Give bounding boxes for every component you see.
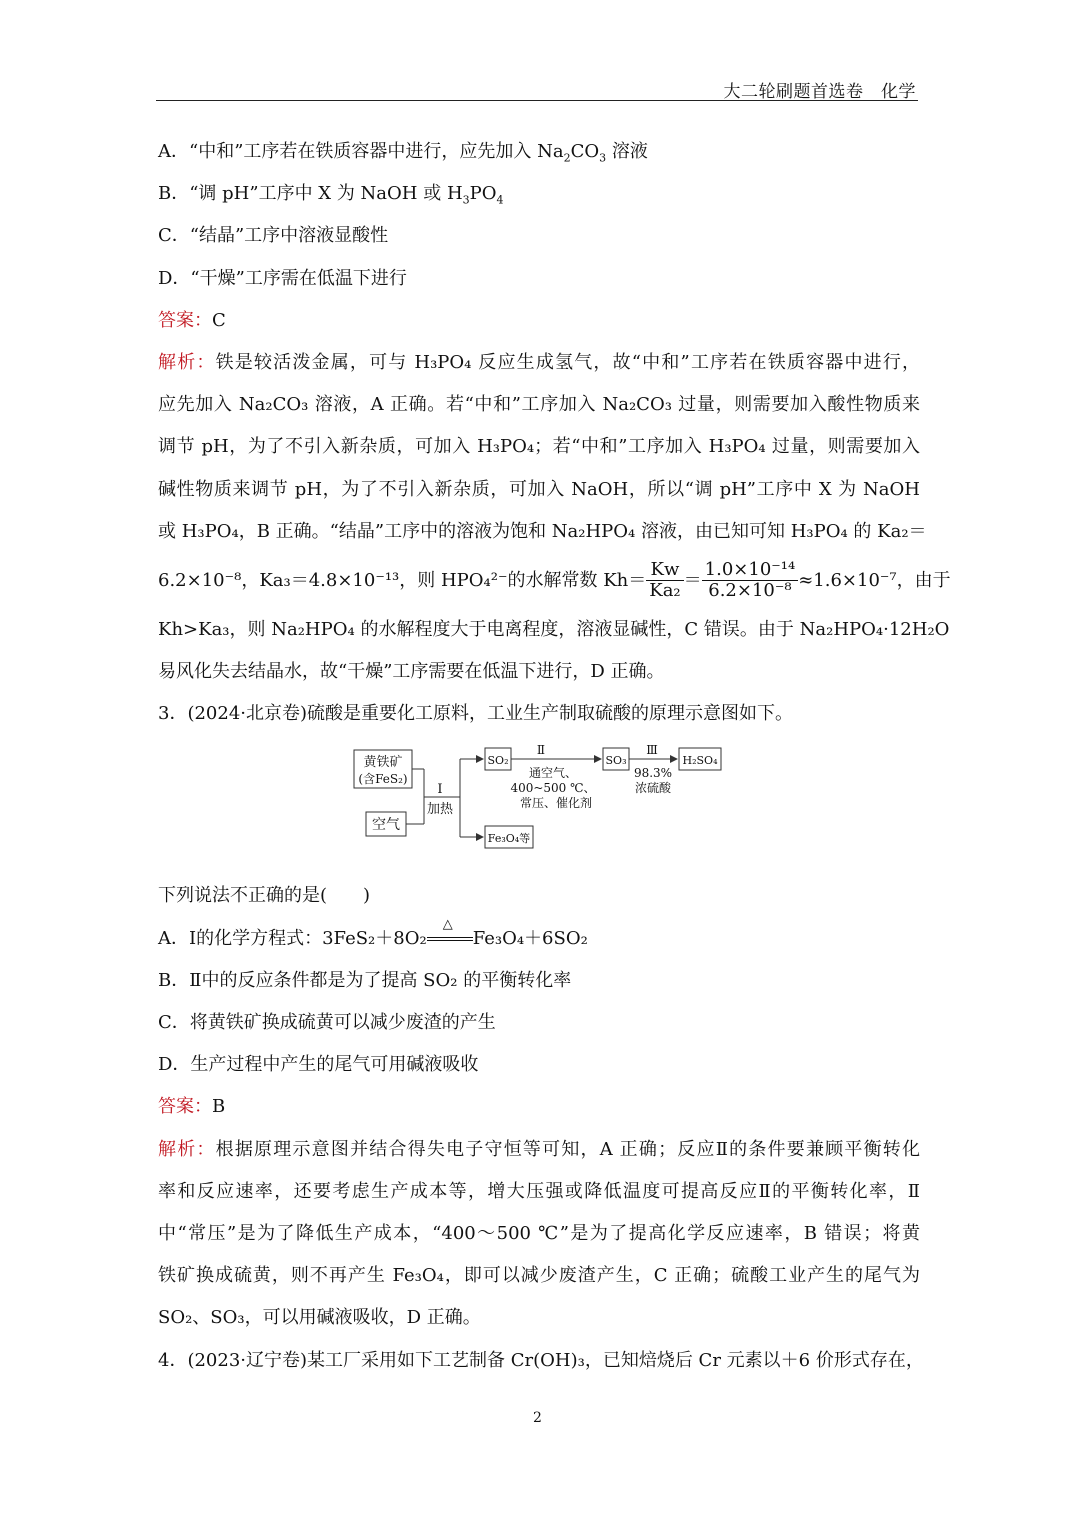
q2-analysis-line: 调节 pH，为了不引入新杂质，可加入 H₃PO₄；若“中和”工序加入 H₃PO₄ 过量，则需要加入 xyxy=(158,436,920,458)
so2-label: SO₂ xyxy=(487,754,509,768)
q2-option-c: C．“结晶”工序中溶液显酸性 xyxy=(158,225,389,247)
page-header xyxy=(156,74,918,101)
page-number: 2 xyxy=(533,1410,542,1426)
q3-analysis-line: 铁矿换成硫黄，则不再产生 Fe₃O₄，即可以减少废渣产生，C 正确；硫酸工业产生的尾气为 xyxy=(158,1265,920,1287)
air-label: 空气 xyxy=(372,817,400,834)
q3-analysis-line: 解析：根据原理示意图并结合得失电子守恒等可知，A 正确；反应Ⅱ的条件要兼顾平衡转化 xyxy=(158,1138,921,1160)
q2-analysis-line: 或 H₃PO₄，B 正确。“结晶”工序中的溶液为饱和 Na₂HPO₄ 溶液，由已知可知 H₃PO₄ 的 Ka₂＝ xyxy=(158,520,927,542)
q2-analysis-formula-line: 6.2×10⁻⁸，Ka₃＝4.8×10⁻¹³，则 HPO₄²⁻的水解常数 Kh＝ $\frac{Kw}{\text{Ka₂}}$ ＝ $\frac{\text{1.0×10⁻¹⁴}}{\text{6.2×10⁻⁸}}$ ≈1.6×10⁻⁷，由于 xyxy=(158,559,951,602)
q2-analysis-line: 碱性物质来调节 pH，为了不引入新杂质，可加入 NaOH，所以“调 pH”工序中 X 为 NaOH xyxy=(158,478,920,500)
fe3o4-label: Fe₃O₄等 xyxy=(487,832,531,846)
q2-option-b: B．“调 pH”工序中 X 为 NaOH 或 $H_3PO_4$ xyxy=(158,183,504,207)
pyrite-formula: (含FeS₂) xyxy=(358,772,408,787)
q2-analysis-line: 易风化失去结晶水，故“干燥”工序需要在低温下进行，D 正确。 xyxy=(158,661,665,683)
q3-option-d: D．生产过程中产生的尾气可用碱液吸收 xyxy=(158,1054,479,1076)
q3-analysis-line: 中“常压”是为了降低生产成本，“400～500 ℃”是为了提高化学反应速率，B 错误；将黄 xyxy=(158,1222,920,1244)
condition-1: 通空气、 xyxy=(528,766,578,781)
page-content xyxy=(158,131,951,1382)
q3-analysis-line: SO₂、SO₃，可以用碱液吸收，D 正确。 xyxy=(158,1307,481,1329)
fraction-values: $\frac{\text{1.0×10⁻¹⁴}}{\text{6.2×10⁻⁸}}$ xyxy=(702,560,799,601)
q4-stem: 4．(2023·辽宁卷)某工厂采用如下工艺制备 Cr(OH)₃，已知焙烧后 Cr 元素以＋6 价形式存在， xyxy=(158,1349,924,1371)
condition-2: 400~500 ℃、 xyxy=(510,781,596,796)
acid-percent: 98.3% xyxy=(633,766,673,781)
q3-option-a: A．Ⅰ的化学方程式：3FeS₂＋8O₂ △ Fe₃O₄＋6SO₂ xyxy=(158,918,920,960)
header-title: 大二轮刷题首选卷 化学 xyxy=(723,82,916,102)
pyrite-label: 黄铁矿 xyxy=(363,755,403,771)
equals-with-heat xyxy=(427,918,473,960)
q2-analysis-line: Kh>Ka₃，则 Na₂HPO₄ 的水解程度大于电离程度，溶液显碱性，C 错误。由于 Na₂HPO₄·12H₂O xyxy=(158,618,950,640)
q3-answer: 答案：B xyxy=(158,1096,226,1118)
fraction-kw-ka2: $\frac{Kw}{\text{Ka₂}}$ xyxy=(646,560,683,601)
step-2-label: Ⅱ xyxy=(536,743,546,758)
heat-label: 加热 xyxy=(426,802,454,818)
q2-analysis-line: 应先加入 Na₂CO₃ 溶液，A 正确。若“中和”工序加入 Na₂CO₃ 过量，则需要加入酸性物质来 xyxy=(158,394,920,416)
step-1-label: Ⅰ xyxy=(437,782,443,798)
condition-3: 常压、催化剂 xyxy=(519,796,593,811)
so3-label: SO₃ xyxy=(605,754,627,768)
q3-option-b: B．Ⅱ中的反应条件都是为了提高 SO₂ 的平衡转化率 xyxy=(158,969,572,991)
q3-option-c: C．将黄铁矿换成硫黄可以减少废渣的产生 xyxy=(158,1012,496,1033)
process-flow-svg xyxy=(348,745,728,855)
sulfuric-acid-process-diagram xyxy=(158,735,920,875)
q2-analysis-line: 解析：铁是较活泼金属，可与 H₃PO₄ 反应生成氢气，故“中和”工序若在铁质容器中进行， xyxy=(158,351,921,373)
q2-option-a: A．“中和”工序若在铁质容器中进行，应先加入 $Na_2CO_3$ 溶液 xyxy=(158,141,648,165)
q3-question: 下列说法不正确的是( ) xyxy=(158,885,371,907)
heat-triangle-symbol: △ xyxy=(442,916,453,932)
acid-name: 浓硫酸 xyxy=(634,781,672,796)
h2so4-label: H₂SO₄ xyxy=(682,754,718,768)
q2-option-d: D．“干燥”工序需在低温下进行 xyxy=(158,267,407,289)
q3-analysis-line: 率和反应速率，还要考虑生产成本等，增大压强或降低温度可提高反应Ⅱ的平衡转化率，Ⅱ xyxy=(158,1180,920,1202)
step-3-label: Ⅲ xyxy=(646,743,658,758)
q2-answer: 答案：C xyxy=(158,309,226,331)
q3-stem: 3．(2024·北京卷)硫酸是重要化工原料，工业生产制取硫酸的原理示意图如下。 xyxy=(158,703,794,725)
